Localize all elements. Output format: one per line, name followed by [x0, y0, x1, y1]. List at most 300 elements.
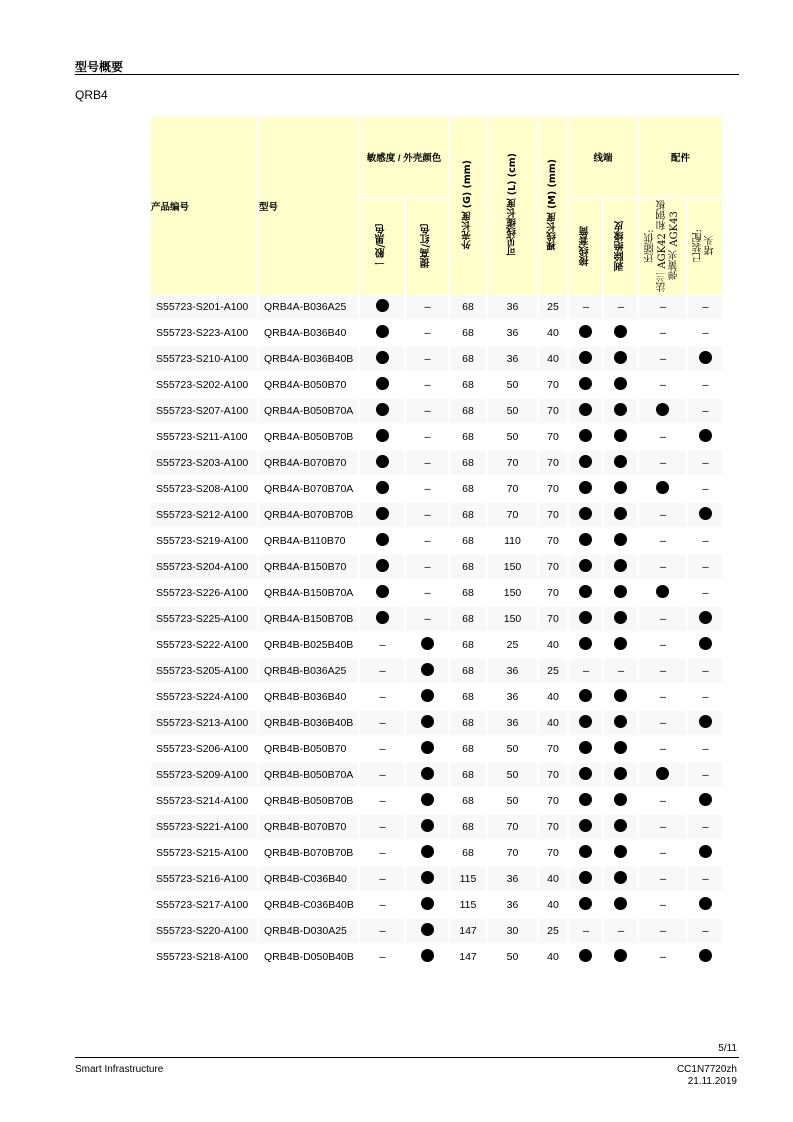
table-row: [151, 685, 722, 711]
fitted-plug-cell: [688, 581, 722, 607]
housing-length-cell: 68: [450, 295, 486, 321]
wire-length-cell: 70: [539, 789, 567, 815]
ferrule-cell: [569, 347, 602, 373]
filled-dot-icon: [376, 507, 389, 520]
filled-dot-icon: [579, 507, 592, 520]
dash-marker: ---: [582, 926, 589, 936]
ferrule-cell: [569, 373, 602, 399]
fitted-plug-cell: [688, 607, 722, 633]
dash-marker: ---: [424, 380, 430, 390]
product-number-cell: S55723-S223-A100: [151, 321, 257, 347]
filled-dot-icon: [421, 793, 434, 806]
ferrule-cell: [569, 451, 602, 477]
filled-dot-icon: [699, 949, 712, 962]
filled-dot-icon: [614, 533, 627, 546]
wire-length-cell: 70: [539, 607, 567, 633]
cable-length-cell: 36: [488, 711, 537, 737]
filled-dot-icon: [614, 897, 627, 910]
cable-length-cell: 70: [488, 451, 537, 477]
table-row: [151, 711, 722, 737]
dash-marker: ---: [582, 302, 589, 312]
filled-dot-icon: [699, 507, 712, 520]
fitted-plug-cell: [688, 399, 722, 425]
dash-marker: ---: [379, 900, 385, 910]
wire-length-cell: 70: [539, 425, 567, 451]
strip-insulation-cell: [604, 321, 637, 347]
model-cell: QRB4A-B110B70: [259, 529, 358, 555]
filled-dot-icon: [579, 429, 592, 442]
filled-dot-icon: [614, 611, 627, 624]
ferrule-cell: [569, 503, 602, 529]
table-row: [151, 867, 722, 893]
filled-dot-icon: [699, 897, 712, 910]
ferrule-cell: [569, 581, 602, 607]
dash-marker: ---: [379, 874, 385, 884]
model-cell: QRB4B-B036B40B: [259, 711, 358, 737]
fitted-plug-cell: [688, 815, 722, 841]
filled-dot-icon: [421, 819, 434, 832]
supplied-accessories-cell: [639, 295, 686, 321]
model-cell: QRB4B-B050B70B: [259, 789, 358, 815]
filled-dot-icon: [579, 741, 592, 754]
supplied-accessories-cell: [639, 685, 686, 711]
fitted-plug-cell: [688, 737, 722, 763]
filled-dot-icon: [376, 611, 389, 624]
product-number-cell: S55723-S220-A100: [151, 919, 257, 945]
supplied-accessories-cell: [639, 919, 686, 945]
supplied-accessories-cell: [639, 607, 686, 633]
model-cell: QRB4B-B025B40B: [259, 633, 358, 659]
housing-length-cell: 68: [450, 685, 486, 711]
high-red-cell: [406, 347, 448, 373]
normal-black-cell: [360, 347, 404, 373]
strip-insulation-cell: [604, 581, 637, 607]
housing-length-cell: 115: [450, 867, 486, 893]
ferrule-cell: [569, 919, 602, 945]
filled-dot-icon: [699, 637, 712, 650]
dash-marker: ---: [659, 952, 666, 962]
normal-black-cell: [360, 737, 404, 763]
supplied-accessories-cell: [639, 867, 686, 893]
supplied-accessories-cell: [639, 477, 686, 503]
supplied-accessories-cell: [639, 425, 686, 451]
dash-marker: ---: [617, 666, 624, 676]
filled-dot-icon: [376, 299, 389, 312]
dash-marker: ---: [702, 302, 708, 312]
filled-dot-icon: [699, 715, 712, 728]
normal-black-cell: [360, 529, 404, 555]
strip-insulation-cell: [604, 945, 637, 971]
normal-black-cell: [360, 841, 404, 867]
table-row: [151, 763, 722, 789]
dash-marker: ---: [582, 666, 589, 676]
high-red-cell: [406, 555, 448, 581]
ferrule-cell: [569, 841, 602, 867]
fitted-plug-cell: [688, 893, 722, 919]
model-cell: QRB4A-B070B70: [259, 451, 358, 477]
dash-marker: ---: [702, 874, 708, 884]
wire-length-cell: 70: [539, 763, 567, 789]
table-row: [151, 503, 722, 529]
dash-marker: ---: [659, 848, 666, 858]
filled-dot-icon: [579, 403, 592, 416]
product-number-cell: S55723-S204-A100: [151, 555, 257, 581]
model-cell: QRB4A-B036B40: [259, 321, 358, 347]
filled-dot-icon: [579, 481, 592, 494]
filled-dot-icon: [376, 325, 389, 338]
dash-marker: ---: [379, 822, 385, 832]
wire-length-cell: 25: [539, 659, 567, 685]
high-red-cell: [406, 685, 448, 711]
supplied-accessories-cell: [639, 893, 686, 919]
wire-length-cell: 40: [539, 633, 567, 659]
header-high-red: 提高/红色: [406, 199, 448, 295]
filled-dot-icon: [699, 845, 712, 858]
model-cell: QRB4A-B070B70A: [259, 477, 358, 503]
fitted-plug-cell: [688, 503, 722, 529]
high-red-cell: [406, 633, 448, 659]
table-row: [151, 815, 722, 841]
supplied-accessories-cell: [639, 789, 686, 815]
dash-marker: ---: [659, 900, 666, 910]
wire-length-cell: 70: [539, 399, 567, 425]
product-number-cell: S55723-S215-A100: [151, 841, 257, 867]
ferrule-cell: [569, 399, 602, 425]
dash-marker: ---: [379, 848, 385, 858]
high-red-cell: [406, 399, 448, 425]
header-housing-length: 外壳长度 (G) (mm): [450, 117, 486, 295]
high-red-cell: [406, 763, 448, 789]
filled-dot-icon: [421, 949, 434, 962]
model-cell: QRB4B-B036A25: [259, 659, 358, 685]
normal-black-cell: [360, 659, 404, 685]
dash-marker: ---: [659, 328, 666, 338]
supplied-accessories-cell: [639, 399, 686, 425]
filled-dot-icon: [656, 403, 669, 416]
high-red-cell: [406, 893, 448, 919]
filled-dot-icon: [376, 533, 389, 546]
fitted-plug-cell: [688, 555, 722, 581]
filled-dot-icon: [614, 845, 627, 858]
filled-dot-icon: [656, 767, 669, 780]
dash-marker: ---: [659, 510, 666, 520]
dash-marker: ---: [702, 822, 708, 832]
product-number-cell: S55723-S208-A100: [151, 477, 257, 503]
housing-length-cell: 68: [450, 633, 486, 659]
ferrule-cell: [569, 529, 602, 555]
normal-black-cell: [360, 399, 404, 425]
supplied-accessories-cell: [639, 347, 686, 373]
cable-length-cell: 50: [488, 399, 537, 425]
filled-dot-icon: [614, 403, 627, 416]
model-cell: QRB4A-B150B70: [259, 555, 358, 581]
strip-insulation-cell: [604, 685, 637, 711]
ferrule-cell: [569, 945, 602, 971]
dash-marker: ---: [659, 744, 666, 754]
footer-company: Smart Infrastructure: [75, 1064, 164, 1075]
filled-dot-icon: [579, 845, 592, 858]
filled-dot-icon: [614, 767, 627, 780]
normal-black-cell: [360, 711, 404, 737]
model-cell: QRB4B-B070B70B: [259, 841, 358, 867]
header-cable-length: 可见线缆长度 (L) (cm): [488, 117, 537, 295]
supplied-accessories-cell: [639, 555, 686, 581]
table-row: [151, 945, 722, 971]
filled-dot-icon: [421, 923, 434, 936]
housing-length-cell: 68: [450, 477, 486, 503]
dash-marker: ---: [424, 536, 430, 546]
filled-dot-icon: [421, 637, 434, 650]
ferrule-cell: [569, 815, 602, 841]
product-number-cell: S55723-S203-A100: [151, 451, 257, 477]
strip-insulation-cell: [604, 555, 637, 581]
filled-dot-icon: [376, 559, 389, 572]
cable-length-cell: 36: [488, 867, 537, 893]
dash-marker: ---: [702, 380, 708, 390]
normal-black-cell: [360, 867, 404, 893]
filled-dot-icon: [614, 559, 627, 572]
filled-dot-icon: [376, 351, 389, 364]
product-number-cell: S55723-S212-A100: [151, 503, 257, 529]
high-red-cell: [406, 477, 448, 503]
table-row: [151, 425, 722, 451]
high-red-cell: [406, 607, 448, 633]
strip-insulation-cell: [604, 399, 637, 425]
dash-marker: ---: [424, 302, 430, 312]
filled-dot-icon: [579, 897, 592, 910]
wire-length-cell: 40: [539, 867, 567, 893]
high-red-cell: [406, 529, 448, 555]
dash-marker: ---: [424, 484, 430, 494]
supplied-accessories-cell: [639, 633, 686, 659]
filled-dot-icon: [421, 871, 434, 884]
filled-dot-icon: [614, 689, 627, 702]
strip-insulation-cell: [604, 347, 637, 373]
dash-marker: ---: [659, 354, 666, 364]
cable-length-cell: 36: [488, 321, 537, 347]
product-number-cell: S55723-S210-A100: [151, 347, 257, 373]
product-number-cell: S55723-S213-A100: [151, 711, 257, 737]
table-row: [151, 789, 722, 815]
product-number-cell: S55723-S224-A100: [151, 685, 257, 711]
dash-marker: ---: [702, 770, 708, 780]
strip-insulation-cell: [604, 763, 637, 789]
strip-insulation-cell: [604, 789, 637, 815]
product-number-cell: S55723-S221-A100: [151, 815, 257, 841]
product-number-cell: S55723-S214-A100: [151, 789, 257, 815]
page-number: 5/11: [718, 1043, 737, 1054]
ferrule-cell: [569, 633, 602, 659]
filled-dot-icon: [699, 429, 712, 442]
dash-marker: ---: [379, 640, 385, 650]
dash-marker: ---: [424, 588, 430, 598]
filled-dot-icon: [579, 533, 592, 546]
header-divider: [75, 74, 739, 75]
cable-length-cell: 70: [488, 477, 537, 503]
product-number-cell: S55723-S216-A100: [151, 867, 257, 893]
dash-marker: ---: [659, 822, 666, 832]
high-red-cell: [406, 815, 448, 841]
cable-length-cell: 110: [488, 529, 537, 555]
high-red-cell: [406, 425, 448, 451]
normal-black-cell: [360, 945, 404, 971]
dash-marker: ---: [424, 458, 430, 468]
ferrule-cell: [569, 555, 602, 581]
dash-marker: ---: [659, 614, 666, 624]
ferrule-cell: [569, 659, 602, 685]
dash-marker: ---: [659, 640, 666, 650]
filled-dot-icon: [376, 377, 389, 390]
dash-marker: ---: [379, 926, 385, 936]
filled-dot-icon: [376, 429, 389, 442]
fitted-plug-cell: [688, 685, 722, 711]
filled-dot-icon: [614, 637, 627, 650]
housing-length-cell: 147: [450, 919, 486, 945]
dash-marker: ---: [424, 432, 430, 442]
supplied-accessories-cell: [639, 763, 686, 789]
model-cell: QRB4B-C036B40B: [259, 893, 358, 919]
dash-marker: ---: [702, 406, 708, 416]
housing-length-cell: 68: [450, 529, 486, 555]
housing-length-cell: 68: [450, 425, 486, 451]
cable-length-cell: 36: [488, 685, 537, 711]
filled-dot-icon: [376, 455, 389, 468]
cable-length-cell: 150: [488, 607, 537, 633]
model-cell: QRB4B-B050B70: [259, 737, 358, 763]
filled-dot-icon: [579, 611, 592, 624]
wire-length-cell: 70: [539, 737, 567, 763]
supplied-accessories-cell: [639, 659, 686, 685]
model-cell: QRB4B-B070B70: [259, 815, 358, 841]
high-red-cell: [406, 451, 448, 477]
product-family-title: QRB4: [75, 88, 108, 102]
dash-marker: ---: [702, 562, 708, 572]
dash-marker: ---: [424, 614, 430, 624]
filled-dot-icon: [614, 715, 627, 728]
cable-length-cell: 50: [488, 373, 537, 399]
cable-length-cell: 36: [488, 347, 537, 373]
supplied-accessories-cell: [639, 373, 686, 399]
cable-length-cell: 50: [488, 763, 537, 789]
cable-length-cell: 50: [488, 425, 537, 451]
ferrule-cell: [569, 321, 602, 347]
table-row: [151, 737, 722, 763]
normal-black-cell: [360, 295, 404, 321]
strip-insulation-cell: [604, 451, 637, 477]
dash-marker: ---: [424, 328, 430, 338]
strip-insulation-cell: [604, 529, 637, 555]
filled-dot-icon: [656, 481, 669, 494]
high-red-cell: [406, 867, 448, 893]
dash-marker: ---: [702, 692, 708, 702]
cable-length-cell: 36: [488, 659, 537, 685]
dash-marker: ---: [617, 302, 624, 312]
header-sensitivity-group: 敏感度 / 外壳颜色: [360, 117, 448, 199]
footer-divider: [75, 1057, 739, 1058]
dash-marker: ---: [659, 718, 666, 728]
wire-length-cell: 70: [539, 815, 567, 841]
wire-length-cell: 70: [539, 373, 567, 399]
wire-length-cell: 70: [539, 529, 567, 555]
filled-dot-icon: [656, 585, 669, 598]
fitted-plug-cell: [688, 425, 722, 451]
normal-black-cell: [360, 789, 404, 815]
filled-dot-icon: [421, 689, 434, 702]
supplied-accessories-cell: [639, 581, 686, 607]
table-row: [151, 477, 722, 503]
dash-marker: ---: [379, 692, 385, 702]
ferrule-cell: [569, 867, 602, 893]
normal-black-cell: [360, 555, 404, 581]
filled-dot-icon: [376, 481, 389, 494]
table-row: [151, 399, 722, 425]
header-supplied-accessories: 还随供: 法兰 AGK42 和钢板 弹簧夹 AGK43: [639, 199, 686, 295]
header-ferrule: 接线套筒: [569, 199, 602, 295]
document-date: 21.11.2019: [687, 1076, 737, 1087]
fitted-plug-cell: [688, 451, 722, 477]
housing-length-cell: 68: [450, 581, 486, 607]
supplied-accessories-cell: [639, 815, 686, 841]
normal-black-cell: [360, 425, 404, 451]
table-row: [151, 555, 722, 581]
table-row: [151, 373, 722, 399]
model-cell: QRB4B-B050B70A: [259, 763, 358, 789]
normal-black-cell: [360, 815, 404, 841]
cable-length-cell: 50: [488, 737, 537, 763]
fitted-plug-cell: [688, 711, 722, 737]
cable-length-cell: 36: [488, 893, 537, 919]
wire-length-cell: 70: [539, 503, 567, 529]
supplied-accessories-cell: [639, 945, 686, 971]
dash-marker: ---: [379, 770, 385, 780]
product-number-cell: S55723-S225-A100: [151, 607, 257, 633]
filled-dot-icon: [579, 559, 592, 572]
dash-marker: ---: [379, 952, 385, 962]
strip-insulation-cell: [604, 815, 637, 841]
filled-dot-icon: [579, 377, 592, 390]
housing-length-cell: 147: [450, 945, 486, 971]
table-row: [151, 529, 722, 555]
model-cell: QRB4B-C036B40: [259, 867, 358, 893]
strip-insulation-cell: [604, 841, 637, 867]
cable-length-cell: 30: [488, 919, 537, 945]
fitted-plug-cell: [688, 763, 722, 789]
filled-dot-icon: [421, 845, 434, 858]
filled-dot-icon: [614, 585, 627, 598]
cable-length-cell: 150: [488, 581, 537, 607]
wire-length-cell: 40: [539, 893, 567, 919]
housing-length-cell: 68: [450, 711, 486, 737]
filled-dot-icon: [579, 715, 592, 728]
filled-dot-icon: [579, 871, 592, 884]
filled-dot-icon: [614, 455, 627, 468]
product-number-cell: S55723-S201-A100: [151, 295, 257, 321]
housing-length-cell: 115: [450, 893, 486, 919]
normal-black-cell: [360, 685, 404, 711]
normal-black-cell: [360, 919, 404, 945]
strip-insulation-cell: [604, 711, 637, 737]
filled-dot-icon: [699, 611, 712, 624]
ferrule-cell: [569, 711, 602, 737]
product-number-cell: S55723-S202-A100: [151, 373, 257, 399]
normal-black-cell: [360, 633, 404, 659]
header-normal-black: 一般/黑色: [360, 199, 404, 295]
filled-dot-icon: [579, 585, 592, 598]
ferrule-cell: [569, 737, 602, 763]
strip-insulation-cell: [604, 477, 637, 503]
dash-marker: ---: [617, 926, 624, 936]
housing-length-cell: 68: [450, 347, 486, 373]
